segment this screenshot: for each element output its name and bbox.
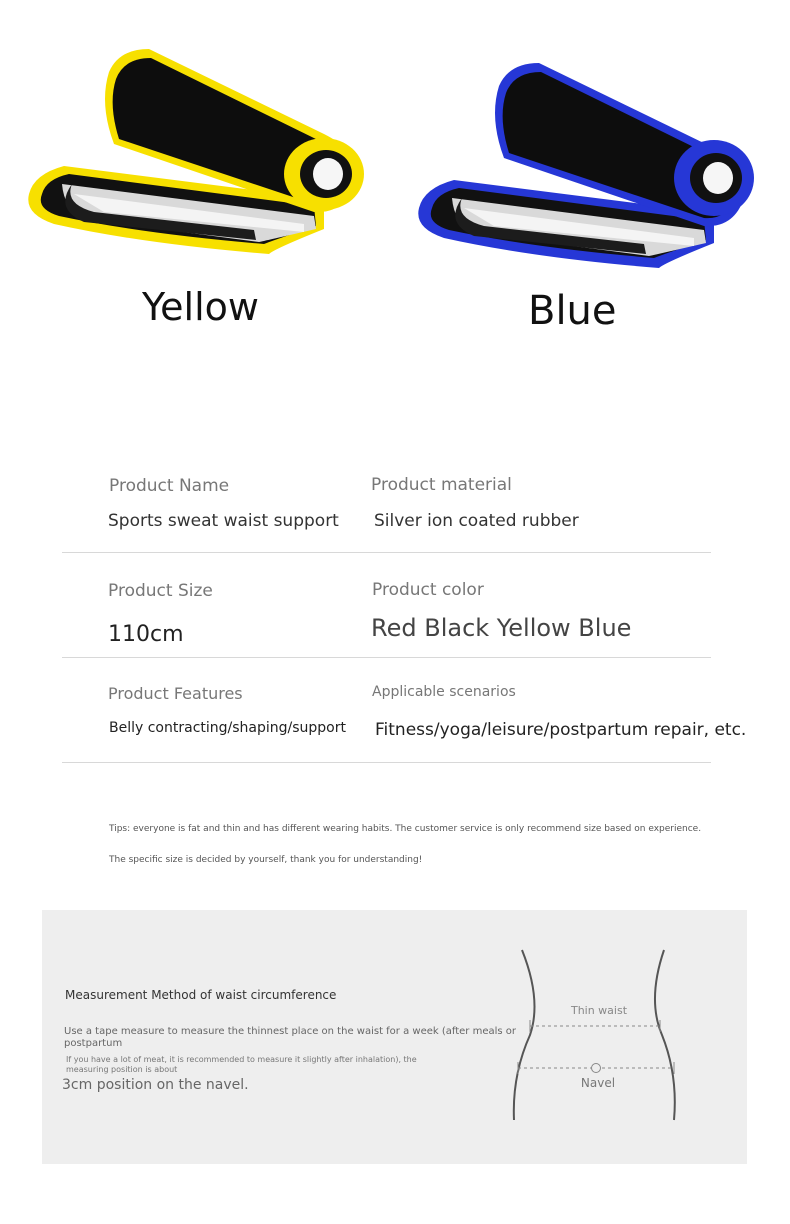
measurement-description: Use a tape measure to measure the thinnest place on the waist for a week (after meals or postpartum [64, 1026, 517, 1049]
product-color-value: Red Black Yellow Blue [371, 614, 632, 642]
product-features-label: Product Features [108, 684, 243, 703]
product-material-label: Product material [371, 475, 512, 495]
product-color-label: Product color [372, 580, 484, 600]
measurement-position: 3cm position on the navel. [62, 1077, 249, 1093]
product-material-value: Silver ion coated rubber [374, 511, 579, 531]
blue-belt-image [414, 58, 759, 278]
product-name-label: Product Name [109, 476, 230, 496]
tips-line-1: Tips: everyone is fat and thin and has different wearing habits. The customer service is only recommend size based on experience. [109, 824, 702, 834]
navel-marker [592, 1064, 601, 1073]
product-name-value: Sports sweat waist support [108, 511, 339, 531]
product-size-value: 110cm [108, 622, 184, 647]
applicable-scenarios-value: Fitness/yoga/leisure/postpartum repair, etc. [375, 720, 747, 740]
measurement-panel [42, 910, 747, 1164]
product-size-label: Product Size [108, 581, 213, 601]
waist-diagram [502, 940, 702, 1130]
left-body-outline [514, 950, 535, 1120]
blue-label: Blue [528, 288, 617, 334]
right-body-outline [655, 950, 675, 1120]
product-features-value: Belly contracting/shaping/support [109, 720, 346, 736]
applicable-scenarios-label: Applicable scenarios [372, 684, 516, 700]
row-divider [62, 552, 711, 553]
tips-line-2: The specific size is decided by yourself, thank you for understanding! [109, 855, 423, 865]
measurement-title: Measurement Method of waist circumference [65, 988, 337, 1002]
row-divider [62, 657, 711, 658]
thin-waist-label: Thin waist [570, 1004, 628, 1017]
yellow-label: Yellow [142, 285, 259, 329]
yellow-belt-image [24, 44, 369, 274]
measurement-note: If you have a lot of meat, it is recommended to measure it slightly after inhalation), the measuring position is about [66, 1055, 417, 1074]
row-divider [62, 762, 711, 763]
navel-label: Navel [580, 1076, 616, 1090]
